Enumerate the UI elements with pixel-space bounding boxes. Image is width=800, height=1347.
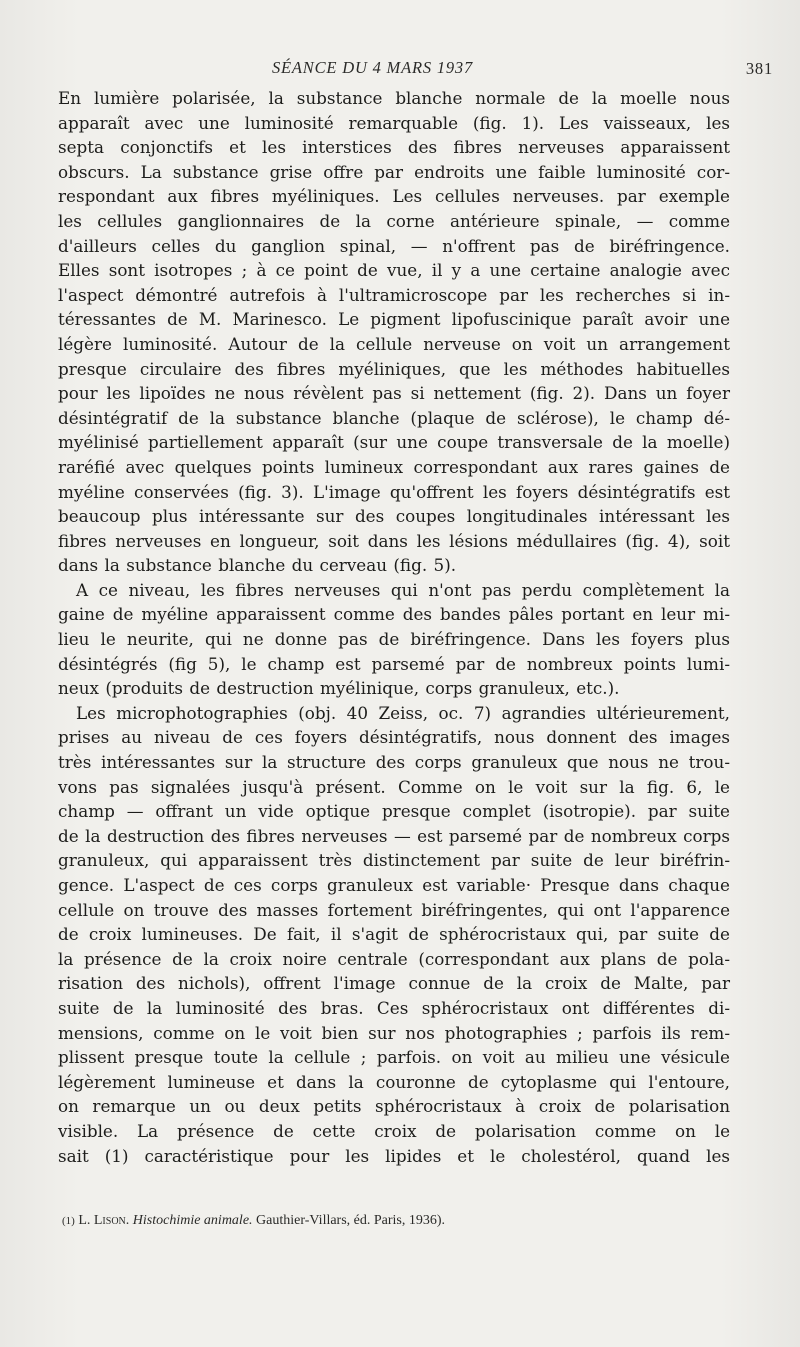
text-line: plissent presque toute la cellule ; parfois. on voit au milieu une vésicule [58, 1047, 730, 1068]
text-line: très intéressantes sur la structure des corps granuleux que nous ne trou- [58, 752, 730, 773]
running-title: SÉANCE DU 4 MARS 1937 [272, 58, 474, 77]
text-line: les cellules ganglionnaires de la corne antérieure spinale, — comme [58, 210, 730, 231]
text-line: risation des nichols), offrent l'image connue de la croix de Malte, par [58, 973, 730, 994]
text-line: sait (1) caractéristique pour les lipides et le cholestérol, quand les [58, 1145, 730, 1166]
text-line: on remarque un ou deux petits sphérocristaux à croix de polarisation [58, 1096, 730, 1117]
text-line: apparaît avec une luminosité remarquable (fig. 1). Les vaisseaux, les [58, 112, 730, 133]
text-line: dans la substance blanche du cerveau (fig. 5). [58, 555, 457, 576]
text-line: pour les lipoïdes ne nous révèlent pas si nettement (fig. 2). Dans un foyer [58, 383, 730, 404]
text-line: la présence de la croix noire centrale (correspondant aux plans de pola- [58, 948, 730, 969]
text-line: Les microphotographies (obj. 40 Zeiss, oc. 7) agrandies ultérieurement, [76, 702, 730, 723]
text-line: vons pas signalées jusqu'à présent. Comme on le voit sur la fig. 6, le [58, 776, 730, 797]
text-line: visible. La présence de cette croix de polarisation comme on le [58, 1120, 730, 1141]
text-line: fibres nerveuses en longueur, soit dans les lésions médullaires (fig. 4), soit [58, 530, 730, 551]
text-line: l'aspect démontré autrefois à l'ultramicroscope par les recherches si in- [58, 284, 730, 305]
text-line: téressantes de M. Marinesco. Le pigment lipofuscinique paraît avoir une [58, 309, 730, 330]
text-line: légèrement lumineuse et dans la couronne de cytoplasme qui l'entoure, [58, 1071, 730, 1092]
footnote [62, 1211, 712, 1231]
text-line: septa conjonctifs et les interstices des fibres nerveuses apparaissent [58, 137, 730, 158]
text-line: presque circulaire des fibres myéliniques, que les méthodes habituelles [58, 358, 730, 379]
text-line: granuleux, qui apparaissent très distinctement par suite de leur biréfrin- [58, 850, 730, 871]
text-line: myéline conservées (fig. 3). L'image qu'offrent les foyers désintégratifs est [58, 481, 730, 502]
page-number: 381 [745, 59, 773, 78]
footnote-publisher: Gauthier-Villars, éd. Paris, 1936). [256, 1213, 446, 1228]
text-line: A ce niveau, les fibres nerveuses qui n'ont pas perdu complètement la [76, 579, 730, 600]
text-line: désintégrés (fig 5), le champ est parsemé par de nombreux points lumi- [58, 653, 730, 674]
text-line: désintégratif de la substance blanche (plaque de sclérose), le champ dé- [58, 407, 730, 428]
text-line: mensions, comme on le voit bien sur nos photographies ; parfois ils rem- [58, 1022, 730, 1043]
footnote-marker: (1) [62, 1215, 75, 1227]
text-line: de la destruction des fibres nerveuses — est parsemé par de nombreux corps [58, 825, 730, 846]
text-line: beaucoup plus intéressante sur des coupes longitudinales intéressant les [58, 506, 730, 527]
text-line: neux (produits de destruction myélinique, corps granuleux, etc.). [58, 678, 620, 699]
text-line: suite de la luminosité des bras. Ces sphérocristaux ont différentes di- [58, 997, 730, 1018]
text-line: lieu le neurite, qui ne donne pas de biréfringence. Dans les foyers plus [58, 629, 730, 650]
text-line: myélinisé partiellement apparaît (sur une coupe transversale de la moelle) [58, 432, 730, 453]
text-line: obscurs. La substance grise offre par endroits une faible luminosité cor- [58, 161, 730, 182]
text-line: respondant aux fibres myéliniques. Les cellules nerveuses. par exemple [58, 186, 730, 207]
text-line: d'ailleurs celles du ganglion spinal, — n'offrent pas de biréfringence. [58, 235, 730, 256]
text-line: légère luminosité. Autour de la cellule nerveuse on voit un arrangement [58, 333, 730, 354]
text-line: En lumière polarisée, la substance blanche normale de la moelle nous [58, 88, 730, 108]
text-line: prises au niveau de ces foyers désintégratifs, nous donnent des images [58, 727, 730, 748]
text-line: champ — offrant un vide optique presque complet (isotropie). par suite [58, 801, 730, 822]
text-line: gaine de myéline apparaissent comme des bandes pâles portant en leur mi- [58, 604, 730, 625]
text-line: Elles sont isotropes ; à ce point de vue, il y a une certaine analogie avec [58, 260, 730, 281]
text-line: gence. L'aspect de ces corps granuleux est variable· Presque dans chaque [58, 875, 730, 895]
footnote-title: Histochimie animale. [132, 1213, 253, 1228]
text-line: raréfié avec quelques points lumineux correspondant aux rares gaines de [58, 456, 730, 477]
text-line: cellule on trouve des masses fortement biréfringentes, qui ont l'apparence [58, 899, 730, 920]
footnote-author: L. Lison. [78, 1213, 130, 1228]
body-text [58, 86, 730, 1168]
text-line: de croix lumineuses. De fait, il s'agit de sphérocristaux qui, par suite de [58, 924, 730, 945]
